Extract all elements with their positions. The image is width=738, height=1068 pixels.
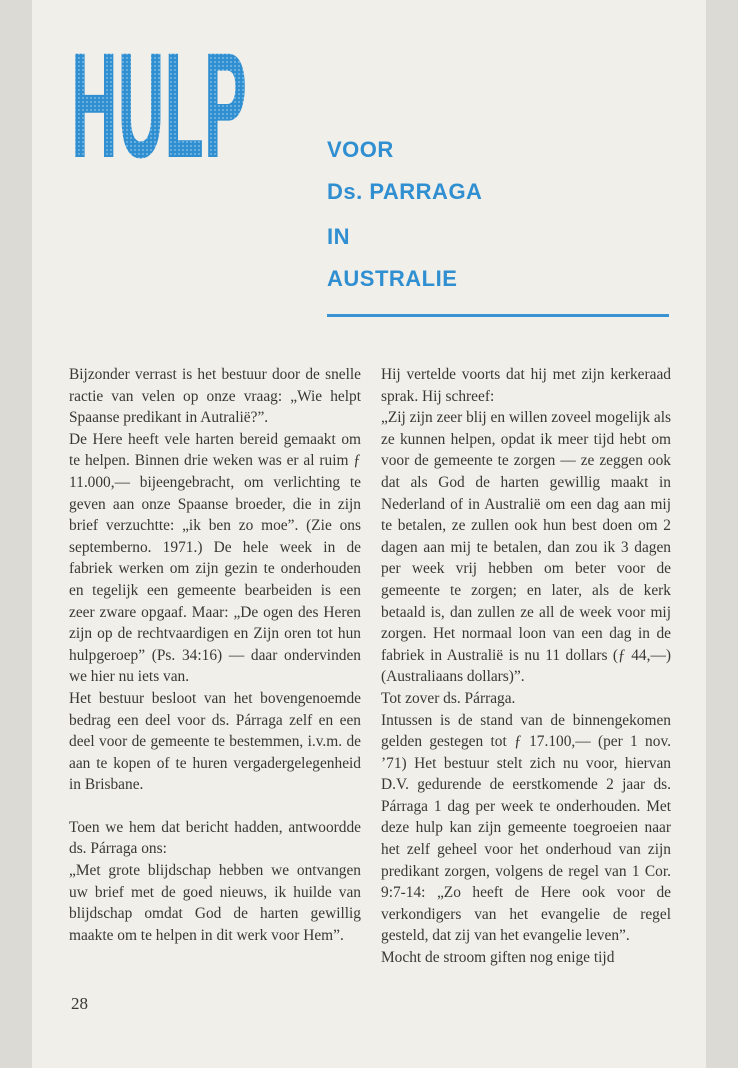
- title-line-in: IN: [327, 224, 350, 249]
- right-column: [381, 364, 671, 969]
- page-number: 28: [71, 994, 88, 1013]
- right-paragraph-5: Mocht de stroom giften nog enige tijd: [381, 949, 615, 967]
- left-paragraph-3: Het bestuur besloot van het bovengenoemde bedrag een deel voor ds. Párraga zelf en een deel voor de gemeente te bestemmen, i.v.m. de aan te kopen of te huren vergadergelegenheid in Brisbane.: [69, 689, 361, 794]
- right-paragraph-2: „Zij zijn zeer blij en willen zoveel mogelijk als ze kunnen helpen, opdat ik meer tijd hebt om voor de gemeente te zorgen — ze zeggen ook dat als God de harten gewillig maakt in Nederland of in Australië om een dag aan mij te betalen, ze zullen ook hun best doen om 2 dagen aan mij te betalen, dan zou ik 3 dagen per week vrij hebben om beter voor de gemeente te zorgen; en later, als de kerk betaald is, dan zullen ze all de week voor mij zorgen. Het normaal loon van een dag in de fabriek in Australië is nu 11 dollars (ƒ 44,—) (Australiaans dollars)”.: [381, 409, 671, 686]
- left-paragraph-2: De Here heeft vele harten bereid gemaakt om te helpen. Binnen drie weken was er al ruim ƒ 11.000,— bijeengebracht, om verlichting te geven aan onze Spaanse broeder, die in zijn brief verzuchtte: „ik ben zo moe”. (Zie ons septemberno. 1971.) De hele week in de fabriek werken om zijn gezin te onderhouden en tegelijk een gemeente bearbeiden is een zeer zware opgaaf. Maar: „De ogen des Heren zijn op de rechtvaardigen en Zijn oren tot hun hulpgeroep” (Ps. 34:16) — daar ondervinden we hier nu iets van.: [69, 430, 361, 686]
- right-paragraph-1: Hij vertelde voorts dat hij met zijn kerkeraad sprak. Hij schreef:: [381, 366, 671, 405]
- hulp-title-graphic: [69, 44, 249, 160]
- title-rule: [327, 314, 669, 317]
- left-paragraph-1: Bijzonder verrast is het bestuur door de snelle ractie van velen op onze vraag: „Wie helpt Spaanse predikant in Autralië?”.: [69, 366, 361, 427]
- hulp-title-text: HULP: [71, 44, 247, 160]
- title-line-voor: VOOR: [327, 137, 394, 162]
- right-paragraph-4: Intussen is de stand van de binnengekomen gelden gestegen tot ƒ 17.100,— (per 1 nov. ’71) Het bestuur stelt zich nu voor, hiervan D.V. gedurende de eerstkomende 2 jaar ds. Párraga 1 dag per week te onderhouden. Met deze hulp kan zijn gemeente toegroeien naar het zelf geheel voor het onderhoud van zijn predikant zorgen, volgens de regel van 1 Cor. 9:7-14: „Zo heeft de Here ook voor de verkondigers van het evangelie de regel gesteld, dat zij van het evangelie leven”.: [381, 711, 671, 945]
- right-paragraph-3: Tot zover ds. Párraga.: [381, 689, 516, 707]
- left-paragraph-4: Toen we hem dat bericht hadden, antwoordde ds. Párraga ons:: [69, 818, 361, 858]
- left-column: [69, 364, 361, 946]
- left-paragraph-5: „Met grote blijdschap hebben we ontvangen uw brief met de goed nieuws, ik huilde van blijdschap omdat God de harten gewillig maakte om te helpen in dit werk voor Hem”.: [69, 862, 361, 944]
- title-line-ds-parraga: Ds. PARRAGA: [327, 179, 483, 204]
- title-line-australie: AUSTRALIE: [327, 266, 458, 291]
